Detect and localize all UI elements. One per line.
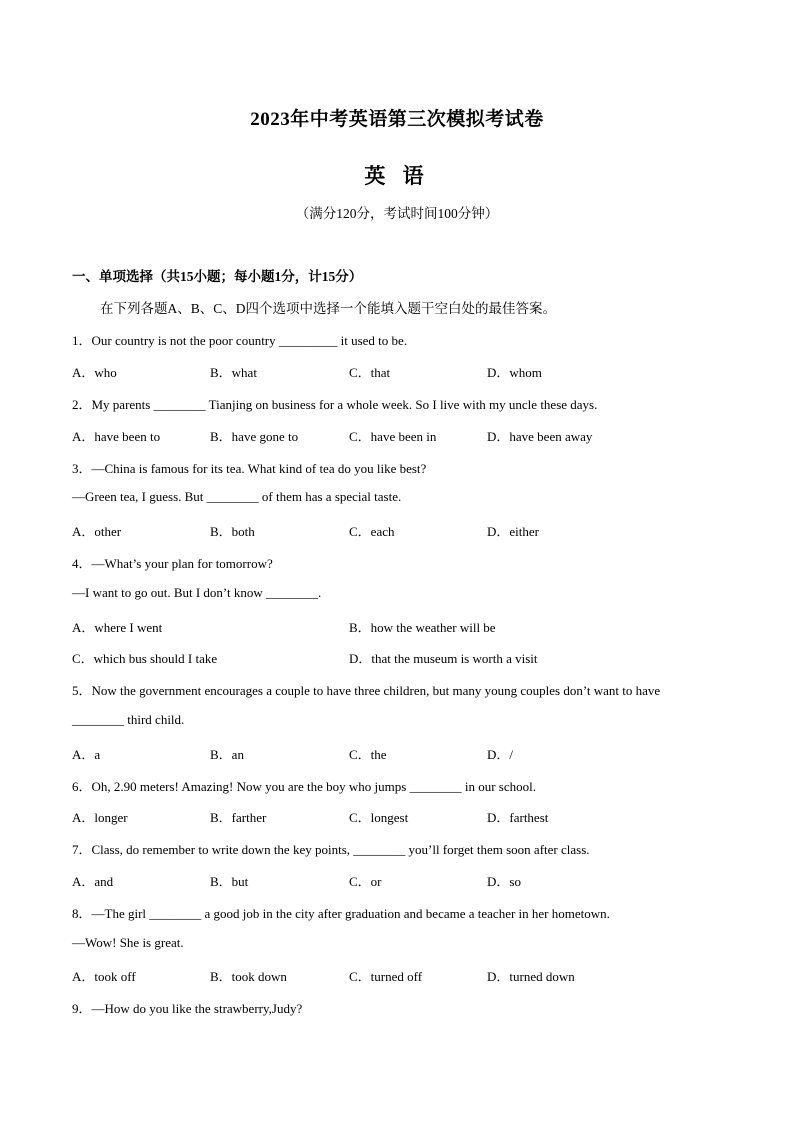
- option-b: B．but: [210, 874, 249, 889]
- question-stem: 5．Now the government encourages a couple to have three children, but many young couples don’t want to have: [72, 683, 661, 698]
- option-a: A．and: [72, 874, 114, 889]
- question-stem: 3．—China is famous for its tea. What kind of tea do you like best?: [72, 461, 427, 476]
- option-b: B．took down: [210, 969, 287, 984]
- question-stem: 7．Class, do remember to write down the key points, ________ you’ll forget them soon after class.: [72, 842, 590, 857]
- exam-title: 2023年中考英语第三次模拟考试卷: [250, 109, 544, 130]
- question-stem: 8．—The girl ________ a good job in the city after graduation and became a teacher in her hometown.: [72, 906, 610, 921]
- option-a: A．other: [72, 524, 122, 539]
- option-b: B．farther: [210, 810, 267, 825]
- question-options: [72, 362, 722, 380]
- question-stem: 1．Our country is not the poor country _________ it used to be.: [72, 333, 408, 348]
- option-d: D．/: [487, 747, 514, 762]
- section-instruction: 在下列各题A、B、C、D四个选项中选择一个能填入题干空白处的最佳答案。: [100, 301, 557, 316]
- option-c: C．longest: [349, 810, 409, 825]
- option-d: D．that the museum is worth a visit: [349, 651, 538, 666]
- question-options: [72, 871, 722, 889]
- option-c: C．turned off: [349, 969, 423, 984]
- option-c: C．have been in: [349, 429, 437, 444]
- question-options: [72, 807, 722, 825]
- question-options: [72, 426, 722, 444]
- option-c: C．or: [349, 874, 382, 889]
- section-heading: 一、单项选择（共15小题；每小题1分，计15分）: [72, 269, 363, 284]
- option-d: D．farthest: [487, 810, 549, 825]
- question-options: [72, 744, 722, 762]
- option-c: C．the: [349, 747, 387, 762]
- question-options: [72, 617, 722, 635]
- option-a: A．longer: [72, 810, 128, 825]
- option-b: B．both: [210, 524, 255, 539]
- question-stem-line2: ________ third child.: [72, 712, 185, 727]
- question-options: [72, 648, 722, 666]
- option-b: B．what: [210, 365, 257, 380]
- option-d: D．have been away: [487, 429, 593, 444]
- option-c: C．each: [349, 524, 395, 539]
- option-a: A．a: [72, 747, 101, 762]
- question-stem: 4．—What’s your plan for tomorrow?: [72, 556, 273, 571]
- question-stem: 9．—How do you like the strawberry,Judy?: [72, 1001, 303, 1016]
- option-a: A．who: [72, 365, 117, 380]
- question-options: [72, 521, 722, 539]
- question-stem-line2: —Green tea, I guess. But ________ of them has a special taste.: [72, 489, 402, 504]
- option-d: D．turned down: [487, 969, 575, 984]
- exam-subject: 英 语: [364, 164, 430, 188]
- question-options: [72, 966, 722, 984]
- option-d: D．either: [487, 524, 539, 539]
- option-d: D．so: [487, 874, 521, 889]
- question-stem: 2．My parents ________ Tianjing on business for a whole week. So I live with my uncle these days.: [72, 397, 598, 412]
- option-b: B．have gone to: [210, 429, 299, 444]
- option-a: A．where I went: [72, 620, 163, 635]
- question-stem-line2: —Wow! She is great.: [72, 935, 184, 950]
- option-a: A．took off: [72, 969, 136, 984]
- exam-note: （满分120分，考试时间100分钟）: [295, 206, 499, 221]
- option-b: B．how the weather will be: [349, 620, 496, 635]
- option-a: A．have been to: [72, 429, 161, 444]
- option-c: C．that: [349, 365, 391, 380]
- option-b: B．an: [210, 747, 244, 762]
- option-c: C．which bus should I take: [72, 651, 218, 666]
- option-d: D．whom: [487, 365, 542, 380]
- question-stem: 6．Oh, 2.90 meters! Amazing! Now you are the boy who jumps ________ in our school.: [72, 779, 536, 794]
- question-stem-line2: —I want to go out. But I don’t know ________.: [72, 585, 322, 600]
